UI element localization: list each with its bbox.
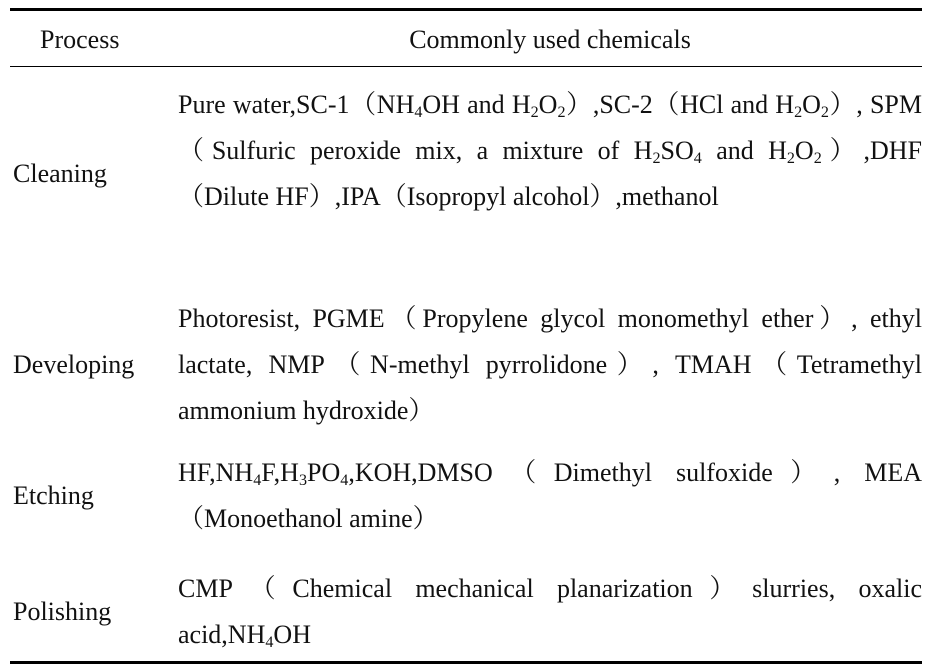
process-label: Etching: [13, 481, 94, 510]
process-label: Polishing: [13, 597, 112, 626]
table-bottom-rule: [10, 661, 922, 664]
row-polishing-process: [13, 566, 173, 658]
table-top-rule: [10, 8, 922, 11]
chemicals-table: [10, 8, 922, 652]
row-developing-chemicals: Photoresist, PGME（Propylene glycol monomethyl ether）, ethyl lactate, NMP（N-methyl pyrrolidone）, TMAH（Tetramethyl ammonium hydroxide）: [178, 304, 922, 425]
header-rule: [10, 66, 922, 67]
process-label: Developing: [13, 350, 135, 379]
row-developing-process: [13, 296, 173, 434]
row-cleaning-chemicals: Pure $water,SC-1(NH_4OH$ and $H_2O_2),SC-2(HCl$ and $H_2O_2$）, SPM（Sulfuric peroxide mix, a mixture of $H_2SO_4$ and $H_2O_2),DHF(Dilute$ HF）,IPA（Isopropyl alcohol）,methanol: [178, 90, 922, 211]
header-chemicals: Commonly used chemicals: [409, 25, 691, 54]
row-polishing-chemicals: CMP（Chemical mechanical planarization）slurries, oxalic $acid,NH_4OH$: [178, 574, 922, 652]
row-etching-chemicals: $HF,NH_4F,H_3PO_4,KOH,DMSO(Dimethyl$ sulfoxide）, MEA（Monoethanol amine）: [178, 458, 922, 533]
process-label: Cleaning: [13, 159, 107, 188]
header-process: Process: [40, 25, 120, 54]
row-cleaning-process: [13, 82, 173, 266]
row-etching-process: [13, 450, 173, 542]
